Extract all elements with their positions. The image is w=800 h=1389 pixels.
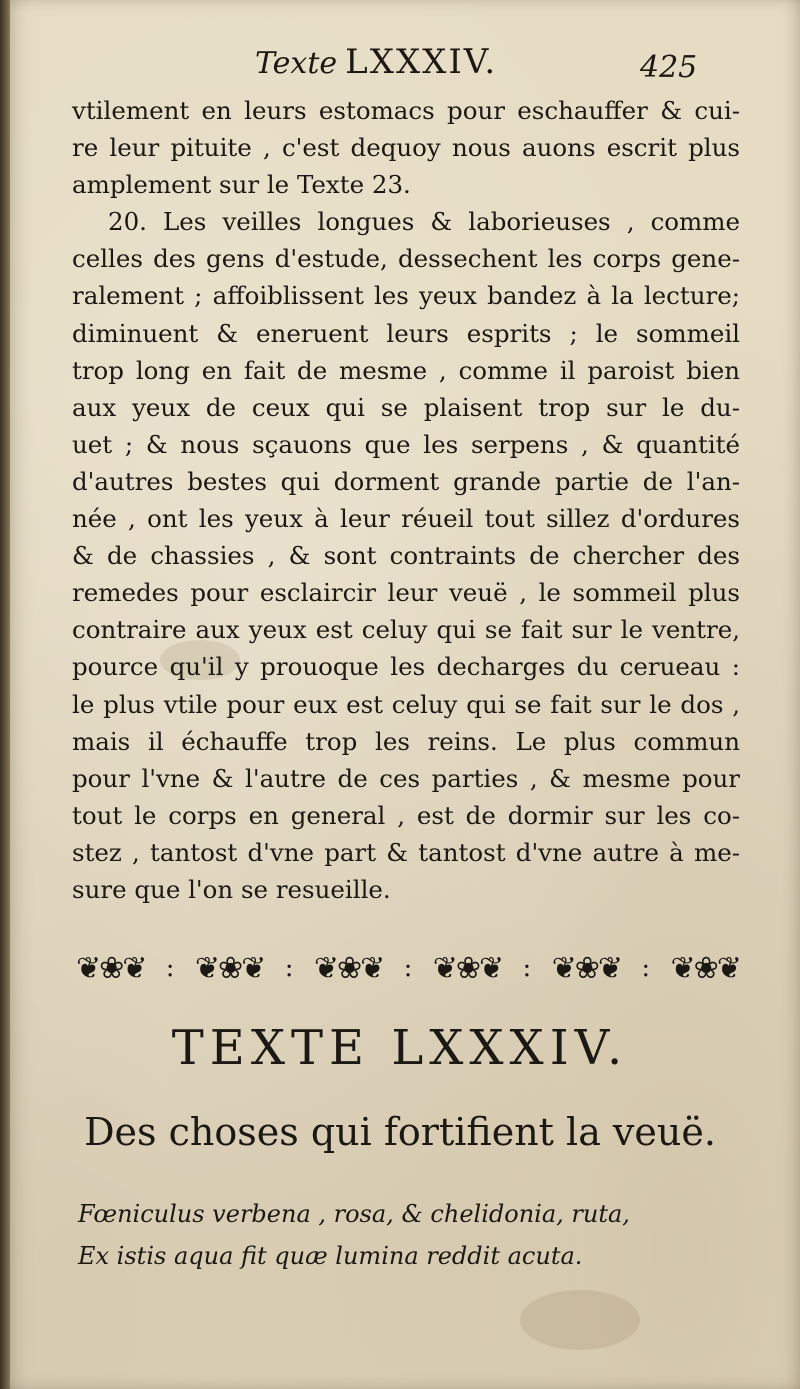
- ornament-separator: :: [641, 953, 651, 983]
- fleuron-ornament: ❦❀❦: [313, 950, 384, 986]
- text-line: remedes pour esclaircir leur veuë , le sommeil plus: [72, 578, 740, 608]
- ornament-separator: :: [522, 953, 532, 983]
- ornamental-band: [76, 948, 740, 988]
- running-head: [255, 42, 595, 82]
- text-line: 20. Les veilles longues & laborieuses , comme: [108, 207, 740, 237]
- text-line: & de chassies , & sont contraints de chercher des: [72, 541, 740, 571]
- ornament-separator: :: [403, 953, 413, 983]
- paper-stain: [520, 1290, 640, 1350]
- text-line: pour l'vne & l'autre de ces parties , & mesme pour: [72, 763, 740, 793]
- ornament-separator: :: [165, 953, 175, 983]
- text-line: vtilement en leurs estomacs pour eschauffer & cui-: [72, 96, 740, 125]
- latin-verse-line: Fœniculus verbena , rosa, & chelidonia, ruta,: [78, 1200, 630, 1228]
- ornament-separator: :: [284, 953, 294, 983]
- fleuron-ornament: ❦❀❦: [670, 950, 740, 986]
- text-line: le plus vtile pour eux est celuy qui se fait sur le dos ,: [72, 689, 740, 719]
- text-line: d'autres bestes qui dorment grande partie de l'an-: [72, 466, 740, 496]
- text-line: trop long en fait de mesme , comme il paroist bien: [72, 355, 740, 385]
- page-number: 425: [640, 50, 698, 85]
- text-line: sure que l'on se resueille.: [72, 874, 391, 904]
- fleuron-ornament: ❦❀❦: [194, 950, 265, 986]
- text-line: re leur pituite , c'est dequoy nous auons escrit plus: [72, 133, 740, 163]
- text-line: tout le corps en general , est de dormir sur les co-: [72, 800, 740, 830]
- chapter-title: TEXTE LXXXIV.: [171, 1020, 629, 1076]
- text-line: contraire aux yeux est celuy qui se fait sur le ventre,: [72, 615, 740, 645]
- text-line: née , ont les yeux à leur réueil tout sillez d'ordures: [72, 504, 740, 534]
- latin-verse-line: Ex istis aqua fit quæ lumina reddit acuta.: [78, 1242, 583, 1270]
- text-line: stez , tantost d'vne part & tantost d'vne autre à me-: [72, 837, 740, 867]
- text-line: pource qu'il y prouoque les decharges du cerueau :: [72, 652, 740, 682]
- page-gutter-edge: [0, 0, 10, 1389]
- fleuron-ornament: ❦❀❦: [432, 950, 503, 986]
- fleuron-ornament: ❦❀❦: [551, 950, 622, 986]
- text-line: ralement ; affoiblissent les yeux bandez à la lecture;: [72, 281, 740, 311]
- fleuron-ornament: ❦❀❦: [76, 950, 146, 986]
- chapter-subtitle: Des choses qui fortifient la veuë.: [84, 1110, 716, 1154]
- text-line: mais il échauffe trop les reins. Le plus commun: [72, 726, 740, 756]
- body-text: [72, 92, 740, 908]
- text-line: diminuent & eneruent leurs esprits ; le sommeil: [72, 318, 740, 348]
- text-line: uet ; & nous sçauons que les serpens , & quantité: [72, 429, 740, 459]
- running-head-number: LXXXIV.: [345, 42, 498, 82]
- text-line: amplement sur le Texte 23.: [72, 170, 411, 200]
- text-line: aux yeux de ceux qui se plaisent trop sur le du-: [72, 392, 740, 422]
- text-line: celles des gens d'estude, dessechent les corps gene-: [72, 244, 740, 274]
- running-head-prefix: Texte: [255, 46, 338, 81]
